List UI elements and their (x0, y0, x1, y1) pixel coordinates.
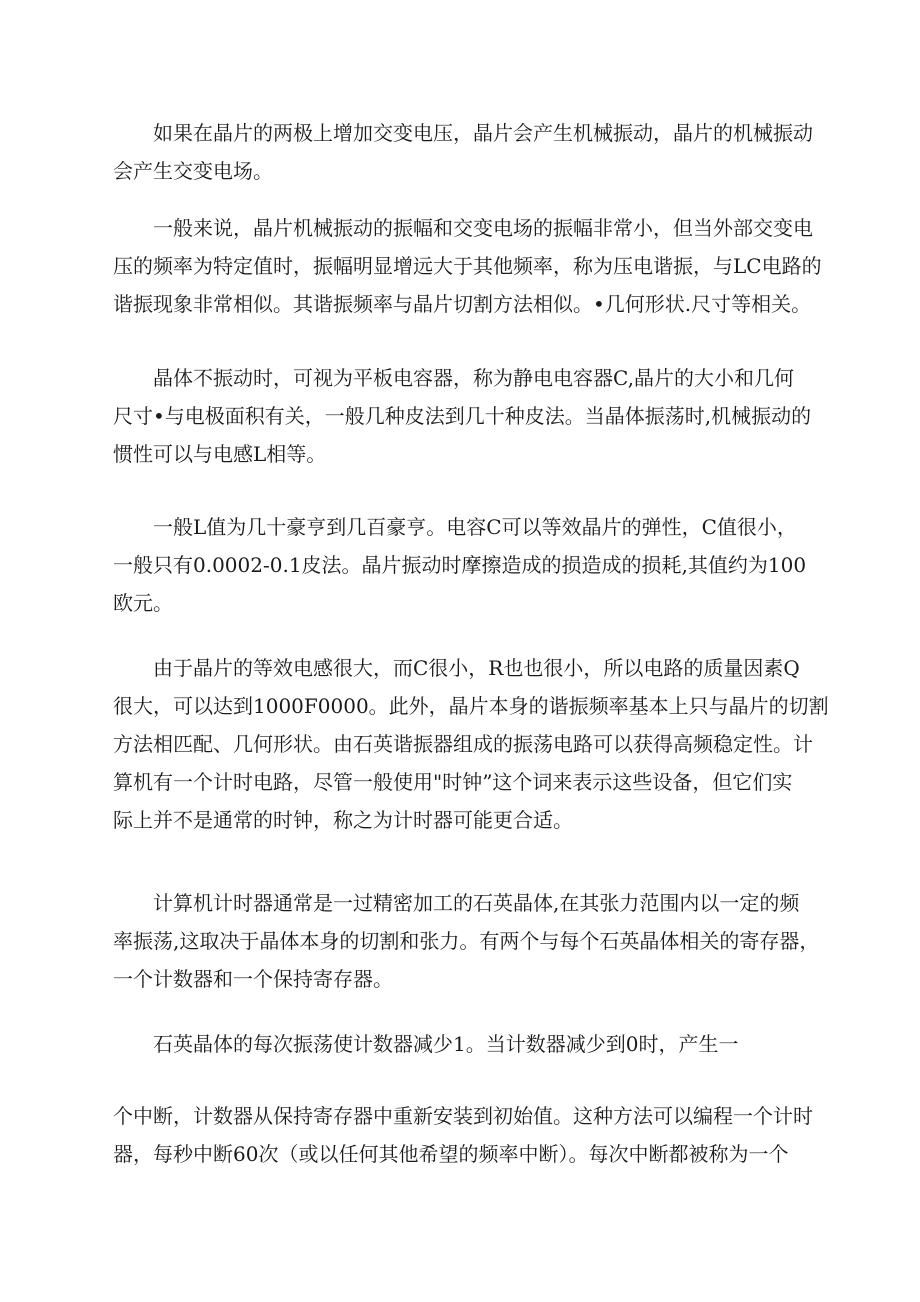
paragraph-8 (113, 1097, 813, 1173)
text-line: 由于晶片的等效电感很大，而C很小，R也也很小，所以电路的质量因素Q (113, 656, 800, 680)
text-line: 个中断，计数器从保持寄存器中重新安装到初始值。这种方法可以编程一个计时 (113, 1104, 813, 1128)
text-line: 压的频率为特定值时，振幅明显增远大于其他频率，称为压电谐振，与LC电路的 (113, 254, 822, 278)
text-line: 晶体不振动时，可视为平板电容器，称为静电电容器C,晶片的大小和几何 (113, 366, 794, 390)
paragraph-4 (113, 508, 813, 622)
text-line: 会产生交变电场。 (113, 159, 273, 183)
text-line: 方法相匹配、几何形状。由石英谐振器组成的振荡电路可以获得高频稳定性。计 (113, 732, 813, 756)
text-line: 很大，可以达到1000F0000。此外，晶片本身的谐振频率基本上只与晶片的切割 (113, 694, 829, 718)
text-line: 一般来说，晶片机械振动的振幅和交变电场的振幅非常小，但当外部交变电 (113, 216, 813, 240)
paragraph-6 (113, 884, 820, 998)
paragraph-3 (113, 359, 813, 473)
text-line: 石英晶体的每次振荡使计数器减少1。当计数器减少到0时，产生一 (113, 1032, 739, 1056)
text-line: 如果在晶片的两极上增加交变电压，晶片会产生机械振动，晶片的机械振动 (113, 121, 813, 145)
text-line: 率振荡,这取决于晶体本身的切割和张力。有两个与每个石英晶体相关的寄存器， (113, 929, 820, 953)
text-line: 欧元。 (113, 591, 173, 615)
text-line: 际上并不是通常的时钟，称之为计时器可能更合适。 (113, 808, 573, 832)
paragraph-7 (113, 1025, 813, 1063)
text-line: 谐振现象非常相似。其谐振频率与晶片切割方法相似。•几何形状.尺寸等相关。 (113, 292, 812, 316)
paragraph-5 (113, 649, 829, 839)
text-line: 计算机计时器通常是一过精密加工的石英晶体,在其张力范围内以一定的频 (113, 891, 800, 915)
text-line: 惯性可以与电感L相等。 (113, 442, 327, 466)
paragraph-2 (113, 209, 822, 323)
text-line: 一般只有0.0002-0.1皮法。晶片振动时摩擦造成的损造成的损耗,其值约为100 (113, 553, 807, 577)
text-line: 器，每秒中断60次（或以任何其他希望的频率中断）。每次中断都被称为一个 (113, 1142, 789, 1166)
text-line: 一般L值为几十豪亨到几百豪亨。电容C可以等效晶片的弹性，C值很小， (113, 515, 797, 539)
text-line: 算机有一个计时电路，尽管一般使用"时钟”这个词来表示这些设备，但它们实 (113, 770, 793, 794)
text-line: 尺寸•与电极面积有关，一般几种皮法到几十种皮法。当晶体振荡时,机械振动的 (113, 404, 812, 428)
text-line: 一个计数器和一个保持寄存器。 (113, 967, 393, 991)
paragraph-1 (113, 114, 813, 190)
